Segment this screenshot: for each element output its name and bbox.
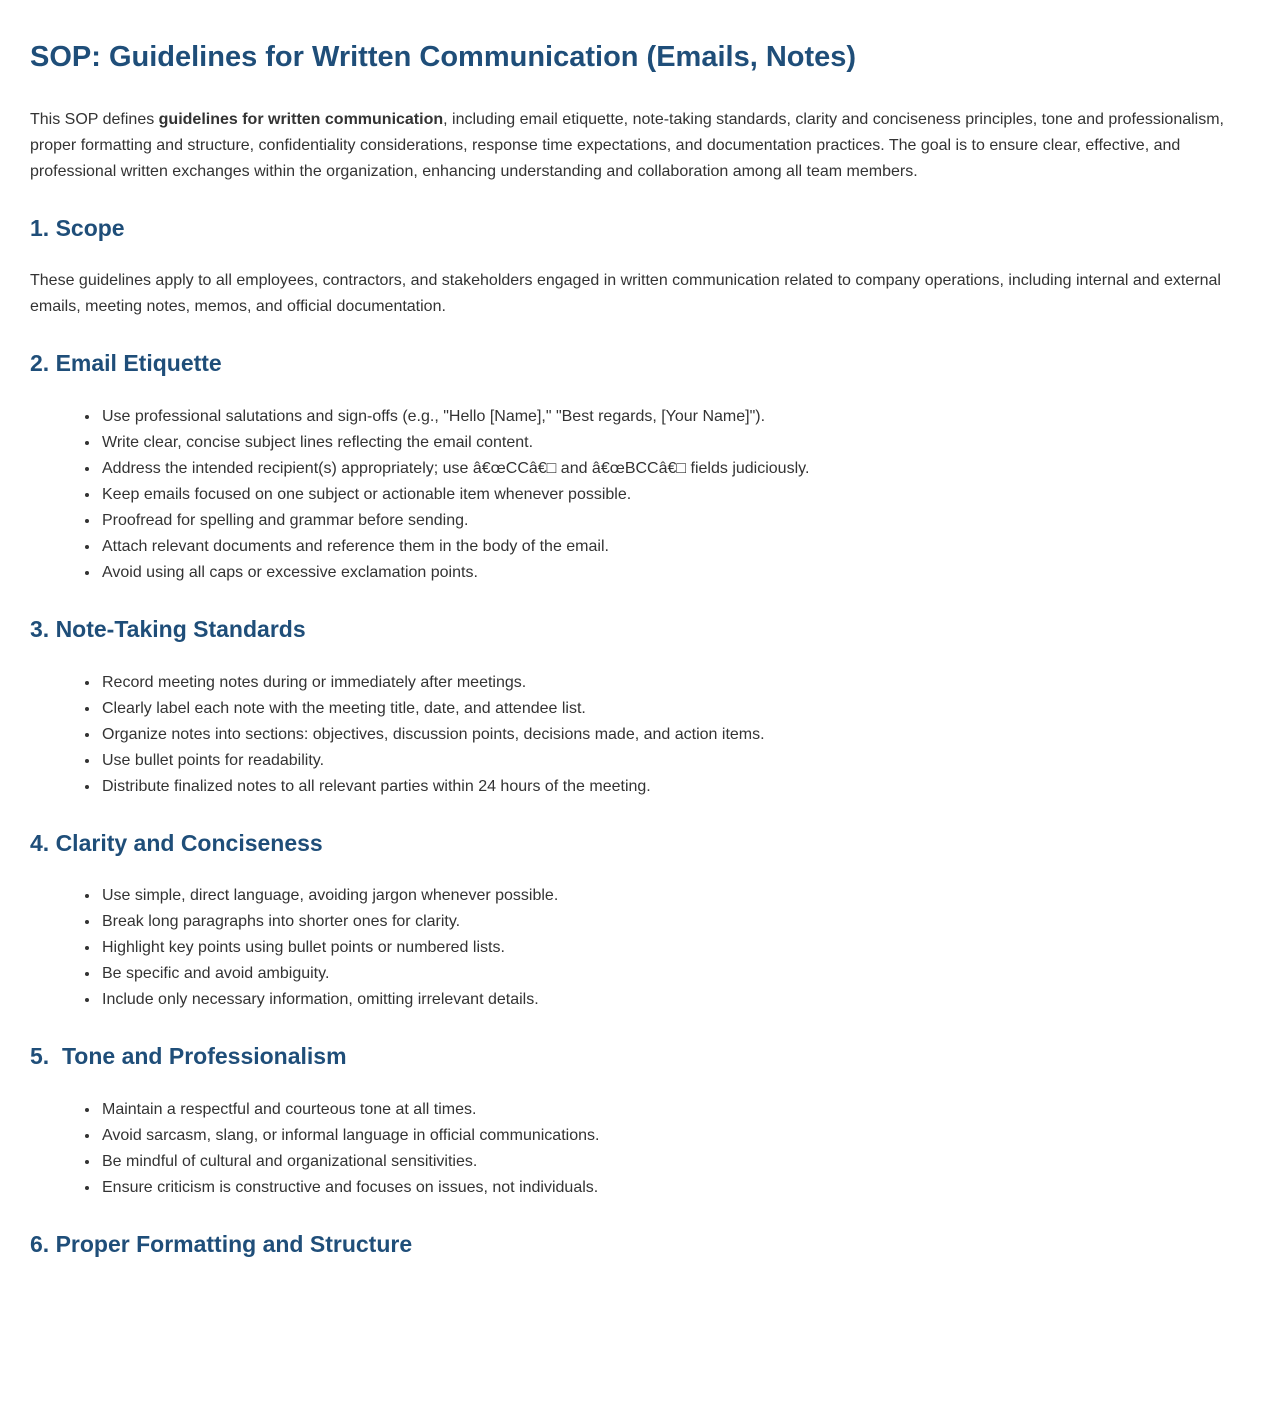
section-heading: 2. Email Etiquette (30, 350, 222, 377)
bullet-item: • Avoid sarcasm, slang, or informal language in official communications. (100, 1123, 1233, 1149)
bullet-item: • Maintain a respectful and courteous tone at all times. (100, 1097, 1233, 1123)
bullet-item: • Distribute finalized notes to all relevant parties within 24 hours of the meeting. (100, 774, 1233, 800)
bullet-item: • Use simple, direct language, avoiding jargon whenever possible. (100, 883, 1233, 909)
bullet-item: • Be mindful of cultural and organizational sensitivities. (100, 1149, 1233, 1175)
intro-text-prefix: This SOP defines (30, 110, 159, 128)
bullet-item: • Highlight key points using bullet points or numbered lists. (100, 935, 1233, 961)
intro-text-suffix: , including email etiquette, note-taking standards, clarity and conciseness principles, tone and professionalism, proper formatting and structure, confidentiality considerations, response time expectations, and documentation practices. The goal is to ensure clear, effective, and professional written exchanges within the organization, enhancing understanding and collaboration among all team members. (30, 110, 1224, 180)
sections-container (30, 215, 1233, 1259)
bullet-item: • Proofread for spelling and grammar before sending. (100, 508, 1233, 534)
intro-paragraph (30, 107, 1233, 185)
bullet-item: • Organize notes into sections: objectives, discussion points, decisions made, and action items. (100, 722, 1233, 748)
bullet-item: • Keep emails focused on one subject or actionable item whenever possible. (100, 482, 1233, 508)
bullet-item: • Include only necessary information, omitting irrelevant details. (100, 987, 1233, 1013)
section-heading: 4. Clarity and Conciseness (30, 829, 323, 856)
bullet-item: • Break long paragraphs into shorter ones for clarity. (100, 909, 1233, 935)
section-heading: 5. Tone and Professionalism (30, 1043, 347, 1070)
bullet-item: • Record meeting notes during or immediately after meetings. (100, 670, 1233, 696)
bullet-item: • Attach relevant documents and reference them in the body of the email. (100, 534, 1233, 560)
bullet-item: • Be specific and avoid ambiguity. (100, 961, 1233, 987)
section-heading: 1. Scope (30, 214, 125, 241)
bullet-item: • Avoid using all caps or excessive exclamation points. (100, 560, 1233, 586)
bullet-list (30, 883, 1233, 1013)
bullet-list (30, 404, 1233, 586)
bullet-item: • Clearly label each note with the meeting title, date, and attendee list. (100, 696, 1233, 722)
bullet-list (30, 1097, 1233, 1201)
bullet-item: • Use bullet points for readability. (100, 748, 1233, 774)
section-heading: 6. Proper Formatting and Structure (30, 1230, 413, 1257)
bullet-item: • Address the intended recipient(s) appropriately; use â€œCCâ€□ and â€œBCCâ€□ fields judiciously. (100, 456, 1233, 482)
page-title: SOP: Guidelines for Written Communication (Emails, Notes) (30, 41, 857, 73)
bullet-list (30, 670, 1233, 800)
bullet-item: • Use professional salutations and sign-offs (e.g., "Hello [Name]," "Best regards, [Your Name]"). (100, 404, 1233, 430)
bullet-item: • Write clear, concise subject lines reflecting the email content. (100, 430, 1233, 456)
section-paragraph: These guidelines apply to all employees, contractors, and stakeholders engaged in written communication related to company operations, including internal and external emails, meeting notes, memos, and official documentation. (30, 272, 1221, 316)
intro-text-bold: guidelines for written communication (158, 110, 444, 128)
bullet-item: • Ensure criticism is constructive and focuses on issues, not individuals. (100, 1175, 1233, 1201)
section-heading: 3. Note-Taking Standards (30, 615, 306, 642)
